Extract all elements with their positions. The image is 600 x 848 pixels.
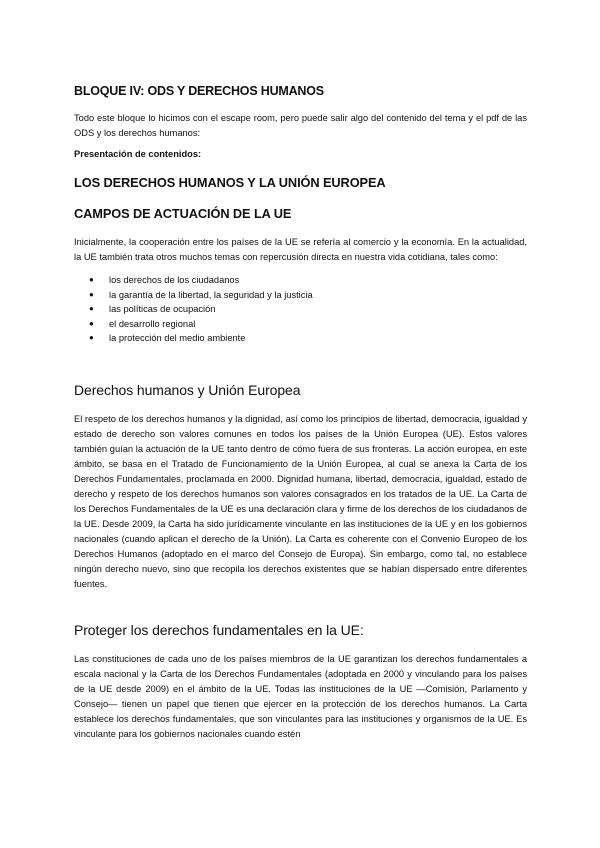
heading-proteger-derechos: Proteger los derechos fundamentales en la UE: bbox=[74, 621, 364, 638]
bullet-icon: ● bbox=[89, 275, 94, 284]
section-title-campos: CAMPOS DE ACTUACIÓN DE LA UE bbox=[74, 206, 292, 221]
list-item bbox=[89, 302, 527, 317]
presentacion-label: Presentación de contenidos: bbox=[74, 149, 202, 159]
bullet-icon: ● bbox=[89, 304, 94, 314]
bullet-icon: ● bbox=[89, 289, 94, 299]
bullet-icon: ● bbox=[89, 333, 94, 343]
list-item-text: la protección del medio ambiente bbox=[109, 333, 246, 344]
bloque-title: BLOQUE IV: ODS Y DERECHOS HUMANOS bbox=[74, 84, 324, 98]
list-item-text: las políticas de ocupación bbox=[109, 304, 216, 315]
list-item bbox=[89, 317, 527, 332]
bullet-icon: ● bbox=[89, 318, 94, 328]
derechos-paragraph: El respeto de los derechos humanos y la dignidad, así como los principios de libertad, democracia, igualdad y estado de derecho son valores comunes en todos los países de la Unión Europea (UE). Estos valores también guían la actuación de la UE tanto dentro de cómo fuera de sus fronteras. La acción europea, en este ámbito, se basa en el Tratado de Funcionamiento de la Unión Europea, al cual se anexa la Carta de los Derechos Fundamentales, proclamada en 2000. Dignidad humana, libertad, democracia, igualdad, estado de derecho y respeto de los derechos humanos son valores consagrados en los tratados de la UE. La Carta de los Derechos Fundamentales de la UE es una declaración clara y firme de los derechos de los ciudadanos de la UE. Desde 2009, la Carta ha sido jurídicamente vinculante en las instituciones de la UE y en los gobiernos nacionales (cuando aplican el derecho de la Unión). La Carta es coherente con el Convenio Europeo de los Derechos Humanos (adoptado en el marco del Consejo de Europa). Sin embargo, como tal, no establece ningún derecho nuevo, sino que recopila los derechos existentes que se habían dispersado entre diferentes fuentes. bbox=[74, 413, 527, 589]
list-item bbox=[89, 331, 527, 346]
list-item-text: la garantía de la libertad, la seguridad y la justicia bbox=[109, 289, 313, 300]
list-item-text: el desarrollo regional bbox=[109, 318, 196, 329]
heading-derechos-humanos-ue: Derechos humanos y Unión Europea bbox=[74, 381, 301, 398]
proteger-paragraph: Las constituciones de cada uno de los países miembros de la UE garantizan los derechos fundamentales a escala nacional y la Carta de los Derechos Fundamentales (adoptada en 2000 y vinculando para los países de la UE desde 2009) en el ámbito de la UE. Todas las instituciones de la UE —Comisión, Parlamento y Consejo— tienen un papel que tienen que ejercer en la protección de los derechos humanos. La Carta establece los derechos fundamentales, que son vinculantes para las instituciones y organismos de la UE. Es vinculante para los gobiernos nacionales cuando estén bbox=[74, 653, 527, 739]
list-item-text: los derechos de los ciudadanos bbox=[109, 275, 240, 285]
list-item bbox=[89, 288, 527, 303]
intro-paragraph: Todo este bloque lo hicimos con el escape room, pero puede salir algo del contenido del tema y el pdf de las ODS y los derechos humanos: bbox=[74, 113, 527, 138]
campos-paragraph: Inicialmente, la cooperación entre los países de la UE se refería al comercio y la economía. En la actualidad, la UE también trata otros muchos temas con repercusión directa en nuestra vida cotidiana, tales como: bbox=[74, 237, 527, 262]
list-item bbox=[89, 273, 527, 288]
campos-list bbox=[74, 273, 527, 346]
section-title-derechos-ue: LOS DERECHOS HUMANOS Y LA UNIÓN EUROPEA bbox=[74, 175, 386, 190]
